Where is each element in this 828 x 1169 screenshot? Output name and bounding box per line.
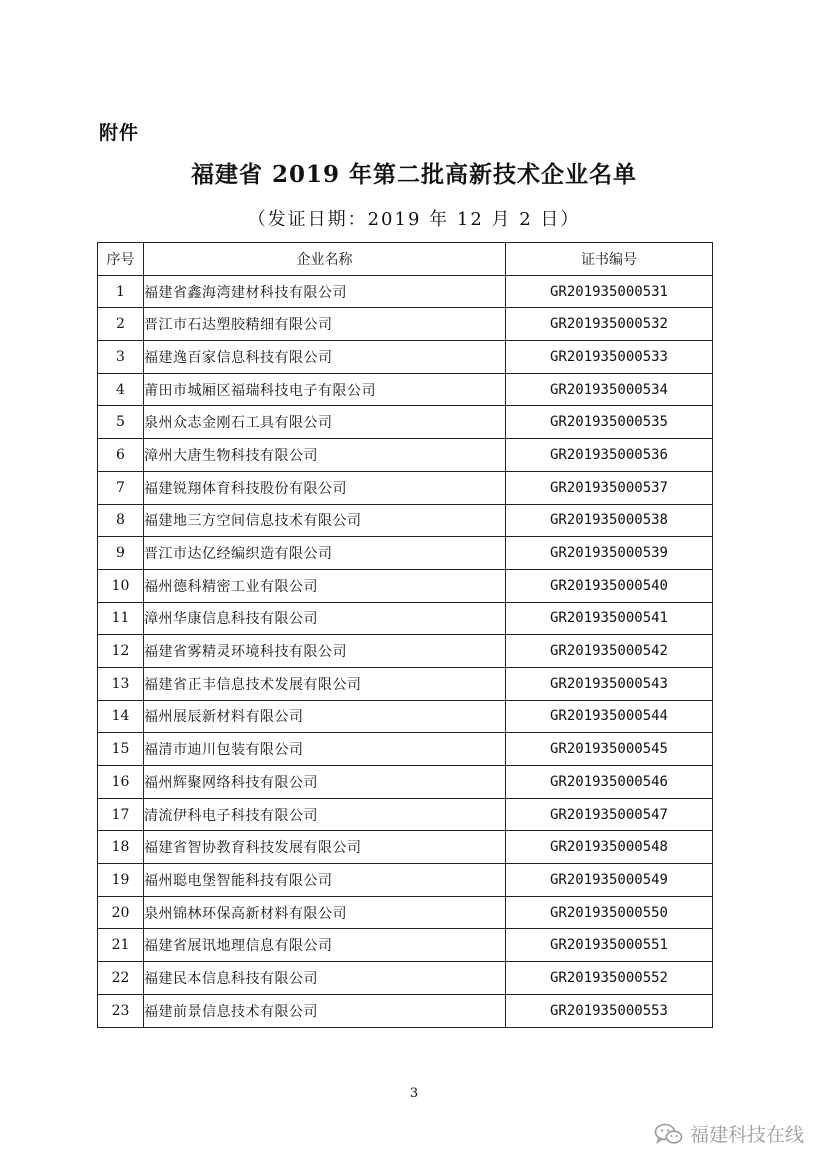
row-certificate-cell: GR201935000532 xyxy=(506,308,713,341)
row-seq-cell: 10 xyxy=(98,569,144,602)
company-table xyxy=(97,242,713,1028)
table-row xyxy=(98,569,713,602)
row-seq-cell: 20 xyxy=(98,896,144,929)
table-row xyxy=(98,962,713,995)
row-company-name-cell: 福清市迪川包装有限公司 xyxy=(144,733,506,766)
row-company-name-cell: 漳州大唐生物科技有限公司 xyxy=(144,439,506,472)
table-row xyxy=(98,439,713,472)
table-header-row xyxy=(98,243,713,276)
row-certificate-cell: GR201935000538 xyxy=(506,504,713,537)
row-certificate-cell: GR201935000544 xyxy=(506,700,713,733)
row-certificate-cell: GR201935000542 xyxy=(506,635,713,668)
row-seq-cell: 2 xyxy=(98,308,144,341)
row-seq-cell: 16 xyxy=(98,766,144,799)
header-certificate-number: 证书编号 xyxy=(506,243,713,276)
row-company-name-cell: 福州展辰新材料有限公司 xyxy=(144,700,506,733)
row-company-name-cell: 福州辉聚网络科技有限公司 xyxy=(144,766,506,799)
attachment-label: 附件 xyxy=(99,122,140,144)
table-body xyxy=(98,275,713,1027)
row-seq-cell: 22 xyxy=(98,962,144,995)
table-row xyxy=(98,831,713,864)
row-seq-cell: 17 xyxy=(98,798,144,831)
table-row xyxy=(98,341,713,374)
table-row xyxy=(98,733,713,766)
row-company-name-cell: 福建地三方空间信息技术有限公司 xyxy=(144,504,506,537)
row-certificate-cell: GR201935000540 xyxy=(506,569,713,602)
row-certificate-cell: GR201935000546 xyxy=(506,766,713,799)
row-certificate-cell: GR201935000547 xyxy=(506,798,713,831)
row-company-name-cell: 福州德科精密工业有限公司 xyxy=(144,569,506,602)
table-row xyxy=(98,929,713,962)
row-seq-cell: 19 xyxy=(98,864,144,897)
row-certificate-cell: GR201935000548 xyxy=(506,831,713,864)
row-seq-cell: 11 xyxy=(98,602,144,635)
row-company-name-cell: 清流伊科电子科技有限公司 xyxy=(144,798,506,831)
row-company-name-cell: 福建省展讯地理信息有限公司 xyxy=(144,929,506,962)
row-seq-cell: 7 xyxy=(98,471,144,504)
row-company-name-cell: 泉州锦林环保高新材料有限公司 xyxy=(144,896,506,929)
table-row xyxy=(98,308,713,341)
table-row xyxy=(98,635,713,668)
row-certificate-cell: GR201935000553 xyxy=(506,994,713,1027)
row-seq-cell: 18 xyxy=(98,831,144,864)
row-company-name-cell: 晋江市石达塑胶精细有限公司 xyxy=(144,308,506,341)
row-company-name-cell: 莆田市城厢区福瑞科技电子有限公司 xyxy=(144,373,506,406)
document-title: 福建省 2019 年第二批高新技术企业名单 xyxy=(190,161,638,188)
row-company-name-cell: 福建省正丰信息技术发展有限公司 xyxy=(144,667,506,700)
table-row xyxy=(98,537,713,570)
row-certificate-cell: GR201935000543 xyxy=(506,667,713,700)
table-row xyxy=(98,275,713,308)
row-company-name-cell: 福建民本信息科技有限公司 xyxy=(144,962,506,995)
watermark xyxy=(654,1120,804,1147)
row-certificate-cell: GR201935000531 xyxy=(506,275,713,308)
row-certificate-cell: GR201935000535 xyxy=(506,406,713,439)
row-certificate-cell: GR201935000552 xyxy=(506,962,713,995)
table-row xyxy=(98,406,713,439)
table-row xyxy=(98,667,713,700)
table-row xyxy=(98,766,713,799)
row-company-name-cell: 福州聪电堡智能科技有限公司 xyxy=(144,864,506,897)
row-certificate-cell: GR201935000536 xyxy=(506,439,713,472)
row-company-name-cell: 福建锐翔体育科技股份有限公司 xyxy=(144,471,506,504)
row-seq-cell: 23 xyxy=(98,994,144,1027)
row-seq-cell: 15 xyxy=(98,733,144,766)
row-seq-cell: 13 xyxy=(98,667,144,700)
row-seq-cell: 9 xyxy=(98,537,144,570)
row-seq-cell: 4 xyxy=(98,373,144,406)
row-company-name-cell: 福建省雾精灵环境科技有限公司 xyxy=(144,635,506,668)
row-seq-cell: 1 xyxy=(98,275,144,308)
row-certificate-cell: GR201935000537 xyxy=(506,471,713,504)
row-certificate-cell: GR201935000549 xyxy=(506,864,713,897)
wechat-icon xyxy=(654,1122,684,1146)
page-number: 3 xyxy=(409,1086,419,1101)
header-seq: 序号 xyxy=(98,243,144,276)
table-row xyxy=(98,504,713,537)
table-row xyxy=(98,864,713,897)
document-subtitle: （发证日期：2019 年 12 月 2 日） xyxy=(247,209,581,230)
row-certificate-cell: GR201935000551 xyxy=(506,929,713,962)
row-certificate-cell: GR201935000541 xyxy=(506,602,713,635)
header-company-name: 企业名称 xyxy=(144,243,506,276)
row-company-name-cell: 漳州华康信息科技有限公司 xyxy=(144,602,506,635)
row-company-name-cell: 福建省智协教育科技发展有限公司 xyxy=(144,831,506,864)
row-company-name-cell: 晋江市达亿经编织造有限公司 xyxy=(144,537,506,570)
row-seq-cell: 3 xyxy=(98,341,144,374)
row-certificate-cell: GR201935000539 xyxy=(506,537,713,570)
row-company-name-cell: 福建前景信息技术有限公司 xyxy=(144,994,506,1027)
row-seq-cell: 6 xyxy=(98,439,144,472)
table-row xyxy=(98,896,713,929)
row-company-name-cell: 泉州众志金刚石工具有限公司 xyxy=(144,406,506,439)
row-certificate-cell: GR201935000533 xyxy=(506,341,713,374)
row-seq-cell: 14 xyxy=(98,700,144,733)
row-certificate-cell: GR201935000534 xyxy=(506,373,713,406)
table-row xyxy=(98,700,713,733)
row-seq-cell: 12 xyxy=(98,635,144,668)
watermark-text: 福建科技在线 xyxy=(689,1124,804,1146)
table-row xyxy=(98,373,713,406)
table-row xyxy=(98,602,713,635)
table-row xyxy=(98,471,713,504)
row-certificate-cell: GR201935000550 xyxy=(506,896,713,929)
row-certificate-cell: GR201935000545 xyxy=(506,733,713,766)
table-row xyxy=(98,798,713,831)
row-company-name-cell: 福建逸百家信息科技有限公司 xyxy=(144,341,506,374)
row-seq-cell: 21 xyxy=(98,929,144,962)
table-row xyxy=(98,994,713,1027)
row-seq-cell: 5 xyxy=(98,406,144,439)
row-seq-cell: 8 xyxy=(98,504,144,537)
row-company-name-cell: 福建省鑫海湾建材科技有限公司 xyxy=(144,275,506,308)
